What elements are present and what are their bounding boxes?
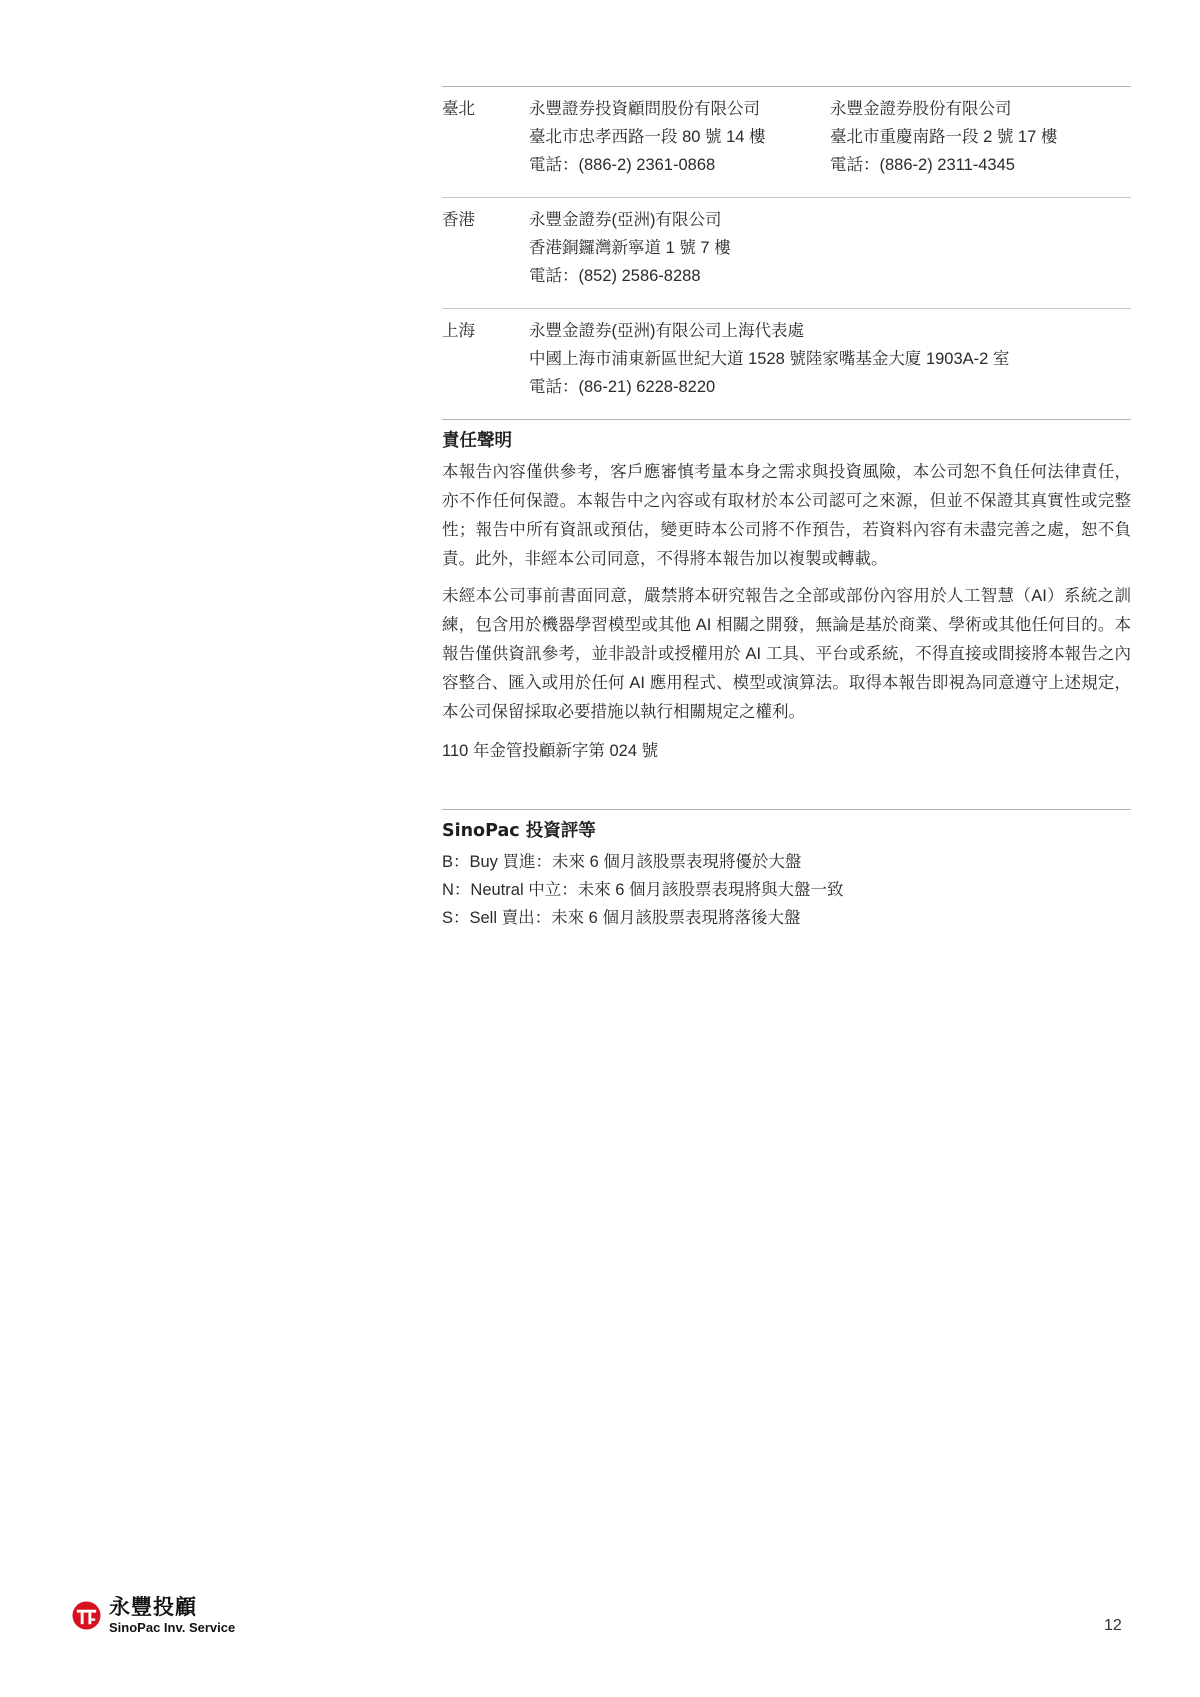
office-name: 永豐金證券股份有限公司 [830, 100, 1012, 118]
report-content [442, 86, 1131, 932]
office-phone: 電話：(86-21) 6228-8220 [529, 378, 716, 396]
sinopac-logo [72, 1596, 235, 1635]
disclaimer-title: 責任聲明 [442, 431, 512, 451]
ratings-title: SinoPac 投資評等 [442, 821, 596, 841]
office-phone: 電話：(886-2) 2361-0868 [529, 156, 716, 174]
page-number: 12 [1104, 1617, 1122, 1634]
office-phone: 電話：(852) 2586-8288 [529, 267, 701, 285]
office-address: 中國上海市浦東新區世紀大道 1528 號陸家嘴基金大廈 1903A-2 室 [529, 350, 1010, 368]
office-name: 永豐證券投資顧問股份有限公司 [529, 100, 760, 118]
divider [442, 809, 1131, 810]
office-hongkong [442, 198, 1131, 308]
office-phone: 電話：(886-2) 2311-4345 [830, 156, 1015, 174]
office-column-1 [529, 95, 830, 179]
office-shanghai [442, 309, 1131, 419]
office-city: 上海 [442, 322, 475, 340]
divider [442, 419, 1131, 420]
rating-sell: S：Sell 賣出：未來 6 個月該股票表現將落後大盤 [442, 909, 801, 927]
rating-neutral: N：Neutral 中立：未來 6 個月該股票表現將與大盤一致 [442, 881, 844, 899]
office-column-1 [529, 206, 1131, 290]
sinopac-logo-icon [72, 1601, 101, 1630]
disclaimer-paragraph: 本報告內容僅供參考，客戶應審慎考量本身之需求與投資風險，本公司恕不負任何法律責任，亦不作任何保證。本報告中之內容或有取材於本公司認可之來源，但並不保證其真實性或完整性；報告中所有資訊或預估，變更時本公司將不作預告，若資料內容有未盡完善之處，恕不負責。此外，非經本公司同意，不得將本報告加以複製或轉載。 [442, 463, 1131, 568]
office-name: 永豐金證券(亞洲)有限公司上海代表處 [529, 322, 804, 340]
office-column-2 [830, 95, 1131, 179]
logo-text-chinese: 永豐投顧 [109, 1595, 197, 1619]
office-column-1 [529, 317, 1131, 401]
office-address: 香港銅鑼灣新寧道 1 號 7 樓 [529, 239, 731, 257]
office-taipei [442, 87, 1131, 197]
office-city: 臺北 [442, 100, 475, 118]
office-address: 臺北市忠孝西路一段 80 號 14 樓 [529, 128, 766, 146]
office-name: 永豐金證券(亞洲)有限公司 [529, 211, 722, 229]
ai-disclaimer-paragraph: 未經本公司事前書面同意，嚴禁將本研究報告之全部或部份內容用於人工智慧（AI）系統之訓練，包含用於機器學習模型或其他 AI 相關之開發，無論是基於商業、學術或其他任何目的。本報告僅供資訊參考，並非設計或授權用於 AI 工具、平台或系統，不得直接或間接將本報告之內容整合、匯入或用於任何 AI 應用程式、模型或演算法。取得本報告即視為同意遵守上述規定，本公司保留採取必要措施以執行相關規定之權利。 [442, 587, 1131, 721]
logo-wordmark [109, 1596, 235, 1635]
office-city: 香港 [442, 211, 475, 229]
registration-number: 110 年金管投顧新字第 024 號 [442, 742, 659, 760]
rating-buy: B：Buy 買進：未來 6 個月該股票表現將優於大盤 [442, 853, 802, 871]
ratings-section [442, 809, 1131, 932]
logo-text-english: SinoPac Inv. Service [109, 1620, 236, 1635]
office-address: 臺北市重慶南路一段 2 號 17 樓 [830, 128, 1058, 146]
